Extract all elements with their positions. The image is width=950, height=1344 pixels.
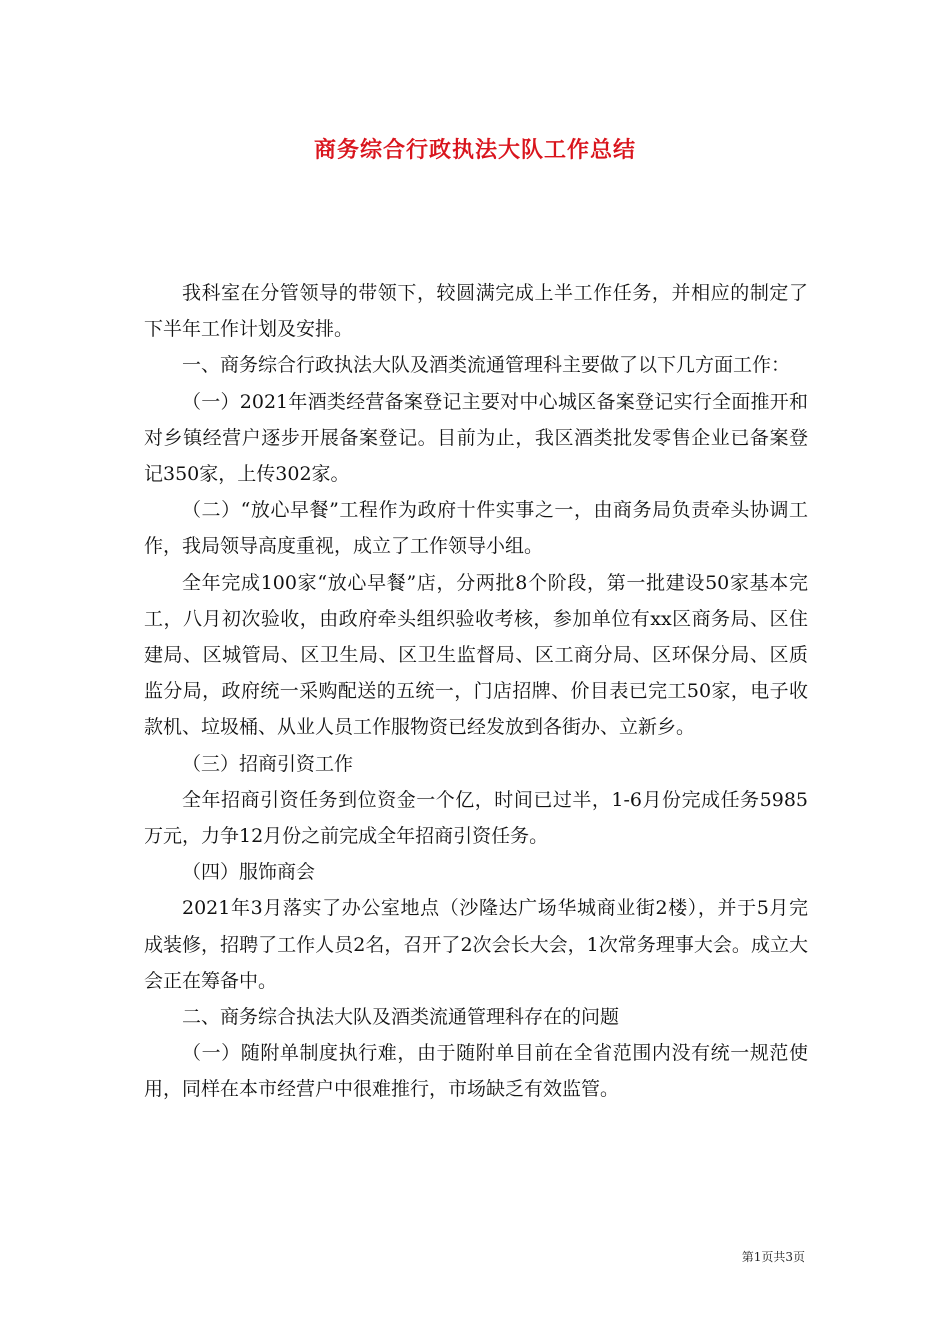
paragraph-investment-detail: 全年招商引资任务到位资金一个亿，时间已过半，1-6月份完成任务5985万元，力争12月份之前完成全年招商引资任务。 xyxy=(144,788,808,848)
paragraph-intro: 我科室在分管领导的带领下，较圆满完成上半工作任务，并相应的制定了下半年工作计划及安排。 xyxy=(144,282,808,341)
paragraph-breakfast-detail: 全年完成100家“放心早餐”店，分两批8个阶段，第一批建设50家基本完工，八月初次验收，由政府牵头组织验收考核，参加单位有xx区商务局、区住建局、区城管局、区卫生局、区卫生监督局、区工商分局、区环保分局、区质监分局，政府统一采购配送的五统一，门店招牌、价目表已完工50家，电子收款机、垃圾桶、从业人员工作服物资已经发放到各街办、立新乡。 xyxy=(144,571,808,739)
paragraph-chamber-detail: 2021年3月落实了办公室地点（沙隆达广场华城商业街2楼），并于5月完成装修，招聘了工作人员2名，召开了2次会长大会，1次常务理事大会。成立大会正在筹备中。 xyxy=(144,897,808,992)
page-number-footer: 第1页共3页 xyxy=(741,1250,805,1264)
paragraph-item-3-heading: （三）招商引资工作 xyxy=(182,752,354,775)
paragraph-section-1-heading: 一、商务综合行政执法大队及酒类流通管理科主要做了以下几方面工作： xyxy=(182,354,791,377)
paragraph-item-4-heading: （四）服饰商会 xyxy=(182,861,316,884)
document-title: 商务综合行政执法大队工作总结 xyxy=(313,137,636,163)
paragraph-section-2-heading: 二、商务综合执法大队及酒类流通管理科存在的问题 xyxy=(182,1006,620,1029)
paragraph-problem-1: （一）随附单制度执行难，由于随附单目前在全省范围内没有统一规范使用，同样在本市经营户中很难推行，市场缺乏有效监管。 xyxy=(144,1042,808,1101)
paragraph-item-2: （二）“放心早餐”工程作为政府十件实事之一，由商务局负责牵头协调工作，我局领导高度重视，成立了工作领导小组。 xyxy=(144,499,808,558)
paragraph-item-1: （一）2021年酒类经营备案登记主要对中心城区备案登记实行全面推开和对乡镇经营户逐步开展备案登记。目前为止，我区酒类批发零售企业已备案登记350家，上传302家。 xyxy=(144,390,808,486)
document-body xyxy=(144,275,808,1108)
